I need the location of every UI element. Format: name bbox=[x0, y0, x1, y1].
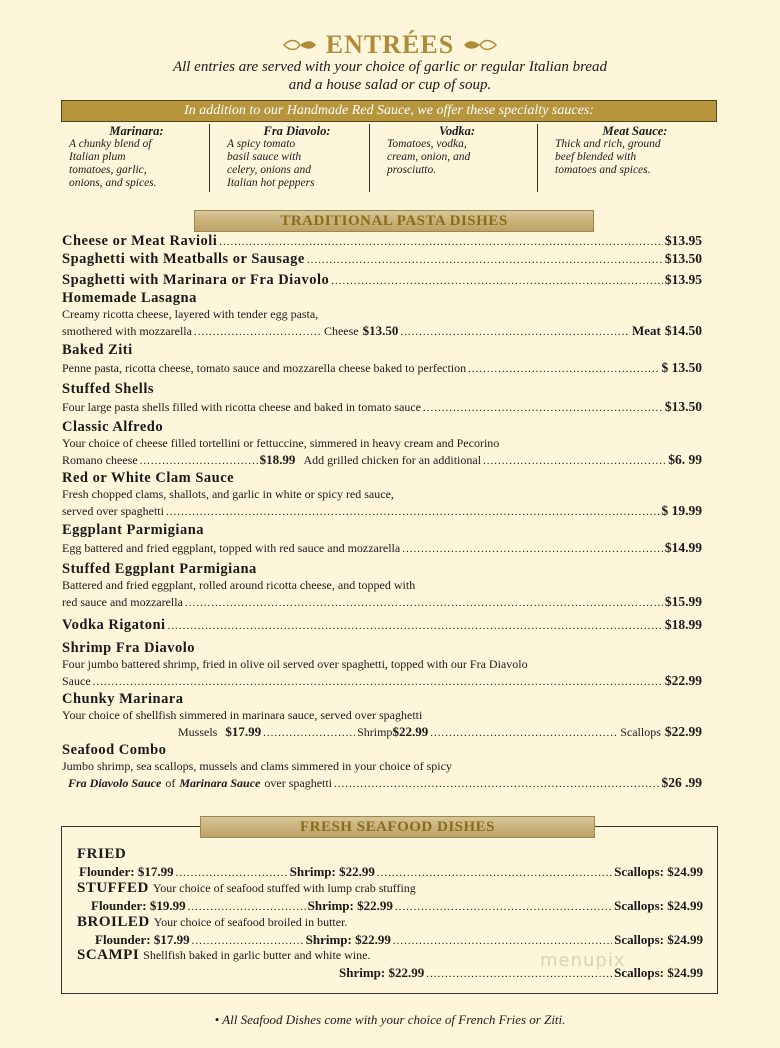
sauce-vodka bbox=[387, 122, 527, 194]
item-name: Spaghetti with Meatballs or Sausage bbox=[62, 251, 305, 267]
menu-item-stuffed-shells bbox=[62, 381, 702, 416]
item-price: $13.95 bbox=[664, 233, 702, 248]
item-description: over spaghetti bbox=[264, 776, 333, 790]
seafood-category-title: STUFFED bbox=[77, 880, 149, 896]
menu-item-vodka-rigatoni bbox=[62, 616, 702, 634]
sauce-desc-line: Thick and rich, ground bbox=[555, 138, 661, 150]
menu-item-classic-alfredo bbox=[62, 419, 702, 469]
sauce-desc-line: prosciutto. bbox=[387, 164, 437, 176]
seafood-stuffed bbox=[77, 879, 703, 915]
item-description: Your choice of cheese filled tortellini or fettuccine, simmered in heavy cream and Pecorino bbox=[62, 436, 500, 450]
item-price: $ 19.99 bbox=[661, 503, 702, 518]
pasta-section-heading: TRADITIONAL PASTA DISHES bbox=[194, 210, 594, 232]
variant-price: Scallops: $24.99 bbox=[614, 965, 703, 980]
item-description: Fresh chopped clams, shallots, and garlic in white or spicy red sauce, bbox=[62, 487, 394, 501]
seafood-category-title: BROILED bbox=[77, 914, 150, 930]
page-title: ENTRÉES bbox=[325, 30, 455, 59]
sauce-desc-line: basil sauce with bbox=[227, 151, 302, 163]
dot-leader bbox=[423, 398, 663, 416]
item-price: $22.99 bbox=[664, 673, 702, 688]
sauce-desc-line: A spicy tomato bbox=[227, 138, 296, 150]
divider bbox=[369, 124, 370, 192]
variant-price: Shrimp: $22.99 bbox=[289, 864, 375, 879]
item-description: Creamy ricotta cheese, layered with tender egg pasta, bbox=[62, 307, 319, 321]
menu-item-ravioli bbox=[62, 232, 702, 250]
sauce-name: Marinara: bbox=[109, 124, 164, 138]
item-name: Cheese or Meat Ravioli bbox=[62, 233, 218, 249]
item-description: Sauce bbox=[62, 674, 91, 688]
footer-note: • All Seafood Dishes come with your choice of French Fries or Ziti. bbox=[214, 1012, 566, 1027]
sauce-fra-diavolo bbox=[227, 122, 367, 194]
sauce-option: Marinara Sauce bbox=[179, 776, 261, 790]
dot-leader bbox=[166, 502, 660, 520]
dot-leader bbox=[185, 593, 663, 611]
intro-text bbox=[60, 58, 720, 94]
item-name: Red or White Clam Sauce bbox=[62, 470, 235, 486]
menu-item-baked-ziti bbox=[62, 342, 702, 377]
dot-leader bbox=[334, 774, 659, 792]
intro-line-1: All entries are served with your choice of garlic or regular Italian bread bbox=[172, 59, 608, 75]
item-price: $ 13.50 bbox=[661, 360, 702, 375]
sauce-desc-line: Italian hot peppers bbox=[227, 177, 315, 189]
sauce-desc-line: celery, onions and bbox=[227, 164, 311, 176]
item-description: Four jumbo battered shrimp, fried in olive oil served over spaghetti, topped with our Fra Diavolo bbox=[62, 657, 528, 671]
seafood-broiled bbox=[77, 913, 703, 949]
dot-leader bbox=[140, 451, 258, 469]
item-price: $15.99 bbox=[664, 594, 702, 609]
sauce-meat bbox=[555, 122, 715, 194]
item-name: Homemade Lasagna bbox=[62, 290, 197, 306]
title-row bbox=[0, 30, 780, 60]
variant-price: $17.99 bbox=[225, 724, 262, 739]
item-name: Chunky Marinara bbox=[62, 691, 184, 707]
variant-price: Shrimp: $22.99 bbox=[339, 965, 425, 980]
item-price: $13.50 bbox=[664, 251, 702, 266]
left-ornament-icon bbox=[282, 38, 318, 52]
menu-item-eggplant-parmigiana bbox=[62, 522, 702, 557]
dot-leader bbox=[331, 271, 663, 289]
sauce-desc-line: Tomatoes, vodka, bbox=[387, 138, 467, 150]
sauce-desc-line: Italian plum bbox=[69, 151, 126, 163]
sauce-marinara bbox=[69, 122, 204, 194]
variant-price: Flounder: $17.99 bbox=[95, 932, 190, 947]
item-description: Your choice of shellfish simmered in marinara sauce, served over spaghetti bbox=[62, 708, 423, 722]
menu-item-clam-sauce bbox=[62, 470, 702, 520]
item-name: Stuffed Eggplant Parmigiana bbox=[62, 561, 257, 577]
sauce-desc-line: onions, and spices. bbox=[69, 177, 157, 189]
dot-leader bbox=[402, 539, 663, 557]
variant-price: Scallops: $24.99 bbox=[614, 932, 703, 947]
variant-label: Shrimp bbox=[357, 725, 393, 739]
divider bbox=[209, 124, 210, 192]
item-price: $18.99 bbox=[259, 452, 296, 467]
seafood-description: Your choice of seafood broiled in butter. bbox=[153, 915, 348, 929]
menu-item-meatballs bbox=[62, 250, 702, 268]
item-name: Vodka Rigatoni bbox=[62, 617, 166, 633]
variant-label: Scallops bbox=[620, 725, 661, 739]
dot-leader bbox=[400, 322, 630, 340]
item-name: Seafood Combo bbox=[62, 742, 167, 758]
dot-leader bbox=[194, 322, 322, 340]
menu-item-seafood-combo bbox=[62, 742, 702, 792]
variant-price: $22.99 bbox=[392, 724, 429, 739]
right-ornament-icon bbox=[462, 38, 498, 52]
menu-item-chunky-marinara bbox=[62, 691, 702, 741]
item-name: Eggplant Parmigiana bbox=[62, 522, 205, 538]
variant-price: Scallops: $24.99 bbox=[614, 864, 703, 879]
sauce-option: Fra Diavolo Sauce bbox=[68, 776, 162, 790]
sauce-desc-line: tomatoes and spices. bbox=[555, 164, 651, 176]
menu-item-stuffed-eggplant bbox=[62, 561, 702, 611]
variant-price: $22.99 bbox=[664, 724, 702, 739]
seafood-category-title: SCAMPI bbox=[77, 947, 140, 963]
intro-line-2: and a house salad or cup of soup. bbox=[288, 77, 492, 93]
dot-leader bbox=[468, 359, 659, 377]
item-name: Classic Alfredo bbox=[62, 419, 164, 435]
variant-price: $14.50 bbox=[664, 323, 702, 338]
sauce-name: Vodka: bbox=[438, 124, 476, 138]
sauce-grid bbox=[61, 122, 717, 194]
watermark-logo: menupix bbox=[540, 950, 626, 971]
menu-item-shrimp-fra-diavolo bbox=[62, 640, 702, 690]
item-name: Stuffed Shells bbox=[62, 381, 155, 397]
item-price: $14.99 bbox=[664, 540, 702, 555]
seafood-description: Your choice of seafood stuffed with lump crab stuffing bbox=[152, 881, 416, 895]
item-description: red sauce and mozzarella bbox=[62, 595, 183, 609]
dot-leader bbox=[93, 672, 663, 690]
seafood-fried bbox=[77, 846, 703, 881]
dot-leader bbox=[430, 723, 618, 741]
menu-item-lasagna bbox=[62, 290, 702, 340]
item-description: smothered with mozzarella bbox=[62, 324, 192, 338]
item-price: $18.99 bbox=[664, 617, 702, 632]
item-description: Four large pasta shells filled with ricotta cheese and baked in tomato sauce bbox=[62, 400, 421, 414]
sauce-name: Fra Diavolo: bbox=[263, 124, 331, 138]
variant-label: Meat bbox=[632, 323, 661, 338]
item-name: Shrimp Fra Diavolo bbox=[62, 640, 196, 656]
item-price: $13.95 bbox=[664, 272, 702, 287]
item-description: Penne pasta, ricotta cheese, tomato sauce and mozzarella cheese baked to perfection bbox=[62, 361, 467, 375]
dot-leader bbox=[263, 723, 355, 741]
divider bbox=[537, 124, 538, 192]
addon-price: $6. 99 bbox=[668, 452, 702, 467]
variant-price: Shrimp: $22.99 bbox=[305, 932, 391, 947]
sauce-desc-line: beef blended with bbox=[555, 151, 637, 163]
variant-price: Scallops: $24.99 bbox=[614, 898, 703, 913]
connector-text: of bbox=[165, 776, 176, 790]
sauce-banner: In addition to our Handmade Red Sauce, we offer these specialty sauces: bbox=[61, 100, 717, 122]
seafood-category-title: FRIED bbox=[77, 846, 127, 862]
variant-label: Mussels bbox=[178, 725, 218, 739]
sauce-desc-line: tomatoes, garlic, bbox=[69, 164, 147, 176]
item-description: Battered and fried eggplant, rolled around ricotta cheese, and topped with bbox=[62, 578, 416, 592]
item-name: Baked Ziti bbox=[62, 342, 133, 358]
variant-price: Flounder: $19.99 bbox=[91, 898, 186, 913]
variant-label: Cheese bbox=[323, 324, 359, 338]
seafood-section-heading: FRESH SEAFOOD DISHES bbox=[200, 816, 595, 838]
item-price: $13.50 bbox=[664, 399, 702, 414]
variant-price: Shrimp: $22.99 bbox=[307, 898, 393, 913]
item-name: Spaghetti with Marinara or Fra Diavolo bbox=[62, 272, 330, 288]
variant-price: $13.50 bbox=[362, 323, 399, 338]
item-price: $26 .99 bbox=[661, 775, 702, 790]
menu-item-spaghetti-marinara bbox=[62, 271, 702, 289]
addon-text: Add grilled chicken for an additional bbox=[303, 453, 482, 467]
item-description: Egg battered and fried eggplant, topped with red sauce and mozzarella bbox=[62, 541, 401, 555]
sauce-name: Meat Sauce: bbox=[602, 124, 668, 138]
dot-leader bbox=[483, 451, 666, 469]
sauce-desc-line: cream, onion, and bbox=[387, 151, 471, 163]
item-description: Romano cheese bbox=[62, 453, 138, 467]
item-description: served over spaghetti bbox=[62, 504, 164, 518]
sauce-desc-line: A chunky blend of bbox=[69, 138, 152, 150]
item-description: Jumbo shrimp, sea scallops, mussels and clams simmered in your choice of spicy bbox=[62, 759, 452, 773]
dot-leader bbox=[219, 232, 663, 250]
dot-leader bbox=[168, 616, 663, 634]
dot-leader bbox=[307, 250, 663, 268]
seafood-description: Shellfish baked in garlic butter and white wine. bbox=[143, 948, 371, 962]
variant-price: Flounder: $17.99 bbox=[79, 864, 174, 879]
